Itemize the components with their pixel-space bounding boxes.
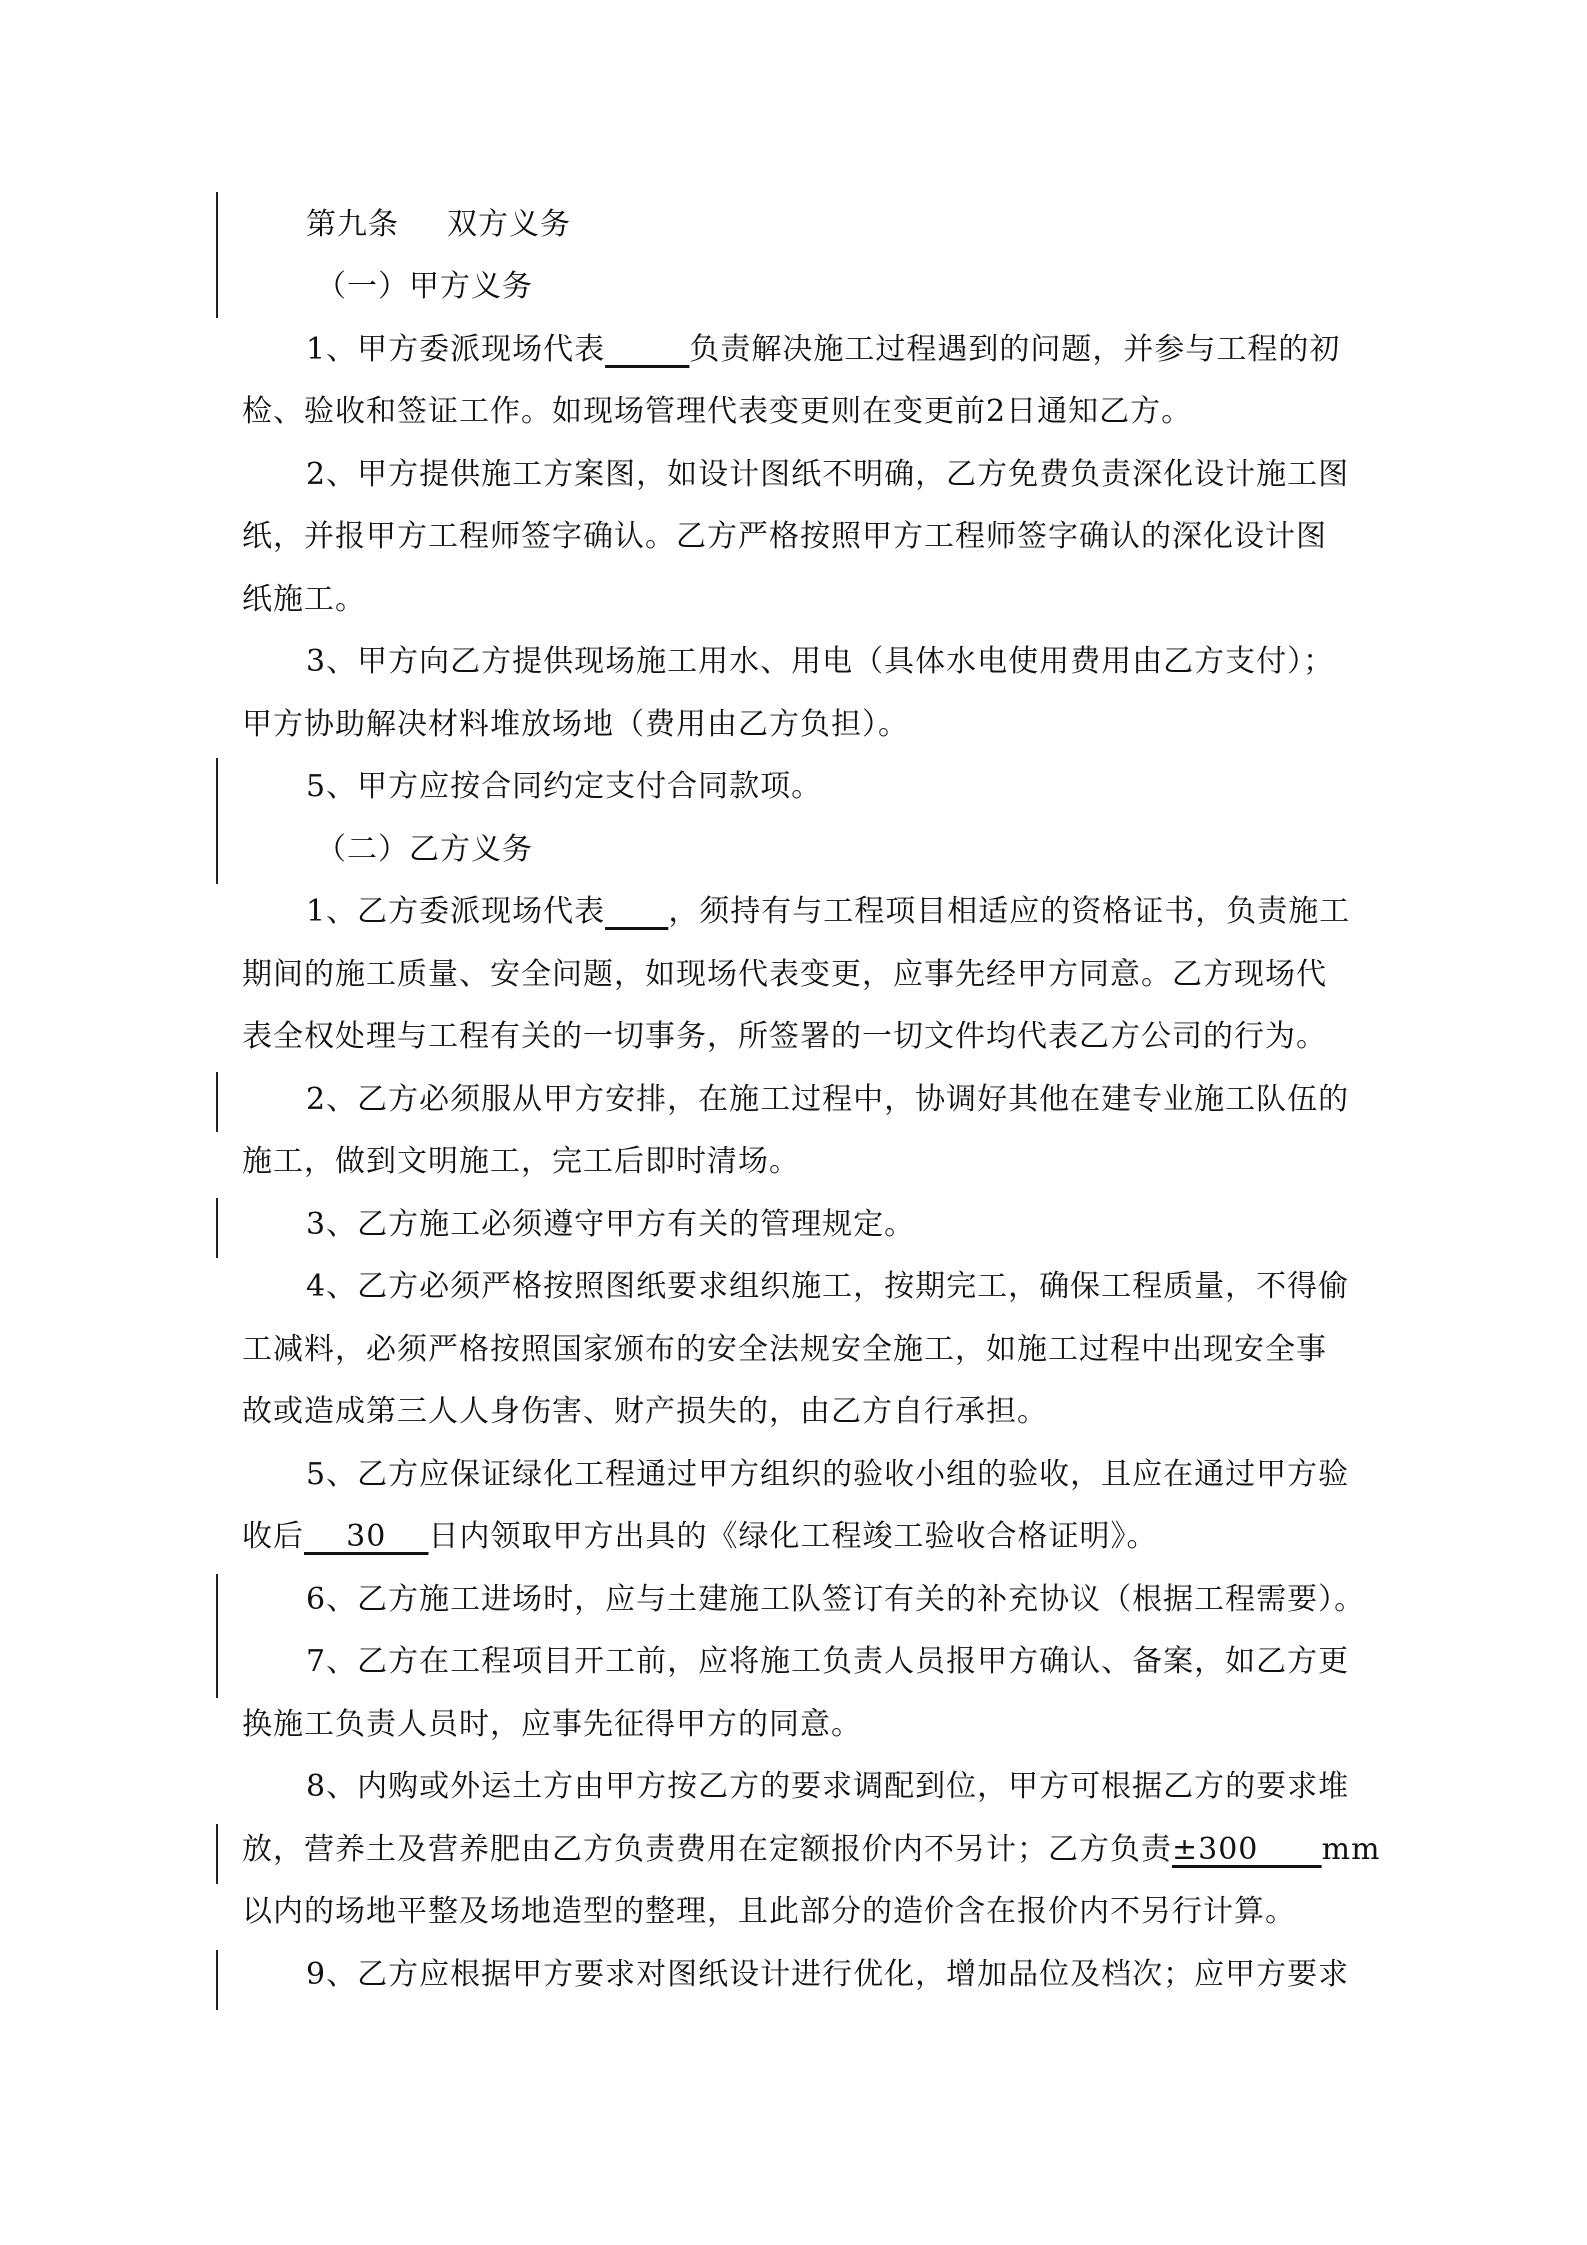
revision-bar bbox=[216, 1198, 218, 1258]
section-heading-party-b: （二）乙方义务 bbox=[316, 832, 533, 867]
paragraph-line: 1、乙方委派现场代表 ，须持有与工程项目相适应的资格证书，负责施工 bbox=[306, 892, 1436, 932]
paragraph-line: 5、甲方应按合同约定支付合同款项。 bbox=[306, 769, 823, 804]
paragraph-line: 7、乙方在工程项目开工前，应将施工负责人员报甲方确认、备案，如乙方更 bbox=[306, 1644, 1350, 1679]
paragraph-line: 3、甲方向乙方提供现场施工用水、用电（具体水电使用费用由乙方支付）； bbox=[306, 644, 1335, 679]
revision-bar bbox=[216, 192, 218, 318]
paragraph-line: 纸施工。 bbox=[242, 582, 366, 617]
tolerance-blank bbox=[1258, 1830, 1321, 1870]
representative-blank bbox=[605, 892, 668, 932]
article-heading bbox=[306, 205, 1436, 245]
paragraph-line: 工减料，必须严格按照国家颁布的安全法规安全施工，如施工过程中出现安全事 bbox=[242, 1332, 1327, 1367]
paragraph-line: 收后 30 日内领取甲方出具的《绿化工程竣工验收合格证明》。 bbox=[242, 1517, 1372, 1557]
paragraph-line: 期间的施工质量、安全问题，如现场代表变更，应事先经甲方同意。乙方现场代 bbox=[242, 957, 1327, 992]
revision-bar bbox=[216, 1072, 218, 1132]
paragraph-line: 故或造成第三人人身伤害、财产损失的，由乙方自行承担。 bbox=[242, 1394, 1048, 1429]
tolerance-value: ±300 bbox=[1172, 1832, 1259, 1867]
section-heading-party-a: （一）甲方义务 bbox=[316, 269, 533, 304]
paragraph-line: 8、内购或外运土方由甲方按乙方的要求调配到位，甲方可根据乙方的要求堆 bbox=[306, 1769, 1350, 1804]
paragraph-line: 表全权处理与工程有关的一切事务，所签署的一切文件均代表乙方公司的行为。 bbox=[242, 1019, 1327, 1054]
revision-bar bbox=[216, 1950, 218, 2010]
paragraph-line: 换施工负责人员时，应事先征得甲方的同意。 bbox=[242, 1707, 862, 1742]
paragraph-line: 施工，做到文明施工，完工后即时清场。 bbox=[242, 1144, 800, 1179]
paragraph-line: 放，营养土及营养肥由乙方负责费用在定额报价内不另计；乙方负责±300 mm bbox=[242, 1830, 1372, 1870]
revision-bar bbox=[216, 758, 218, 884]
article-number: 第九条 bbox=[306, 207, 399, 242]
paragraph-line: 5、乙方应保证绿化工程通过甲方组织的验收小组的验收，且应在通过甲方验 bbox=[306, 1457, 1350, 1492]
paragraph-line: 甲方协助解决材料堆放场地（费用由乙方负担）。 bbox=[242, 707, 909, 742]
paragraph-line: 3、乙方施工必须遵守甲方有关的管理规定。 bbox=[306, 1207, 916, 1242]
article-title: 双方义务 bbox=[447, 207, 571, 242]
paragraph-line: 2、乙方必须服从甲方安排，在施工过程中，协调好其他在建专业施工队伍的 bbox=[306, 1082, 1350, 1117]
paragraph-line: 以内的场地平整及场地造型的整理，且此部分的造价含在报价内不另行计算。 bbox=[242, 1894, 1296, 1929]
paragraph-line: 1、甲方委派现场代表 负责解决施工过程遇到的问题，并参与工程的初 bbox=[306, 330, 1436, 370]
days-blank: 30 bbox=[304, 1519, 429, 1554]
paragraph-line: 6、乙方施工进场时，应与土建施工队签订有关的补充协议（根据工程需要）。 bbox=[306, 1582, 1366, 1617]
paragraph-line: 检、验收和签证工作。如现场管理代表变更则在变更前2日通知乙方。 bbox=[242, 394, 1193, 429]
revision-bar bbox=[216, 1824, 218, 1884]
revision-bar bbox=[216, 1574, 218, 1698]
paragraph-line: 4、乙方必须严格按照图纸要求组织施工，按期完工，确保工程质量，不得偷 bbox=[306, 1269, 1350, 1304]
paragraph-line: 2、甲方提供施工方案图，如设计图纸不明确，乙方免费负责深化设计施工图 bbox=[306, 457, 1350, 492]
paragraph-line: 9、乙方应根据甲方要求对图纸设计进行优化，增加品位及档次；应甲方要求 bbox=[306, 1957, 1350, 1992]
representative-blank bbox=[605, 330, 689, 370]
paragraph-line: 纸，并报甲方工程师签字确认。乙方严格按照甲方工程师签字确认的深化设计图 bbox=[242, 519, 1327, 554]
unit-label: mm bbox=[1321, 1832, 1381, 1867]
